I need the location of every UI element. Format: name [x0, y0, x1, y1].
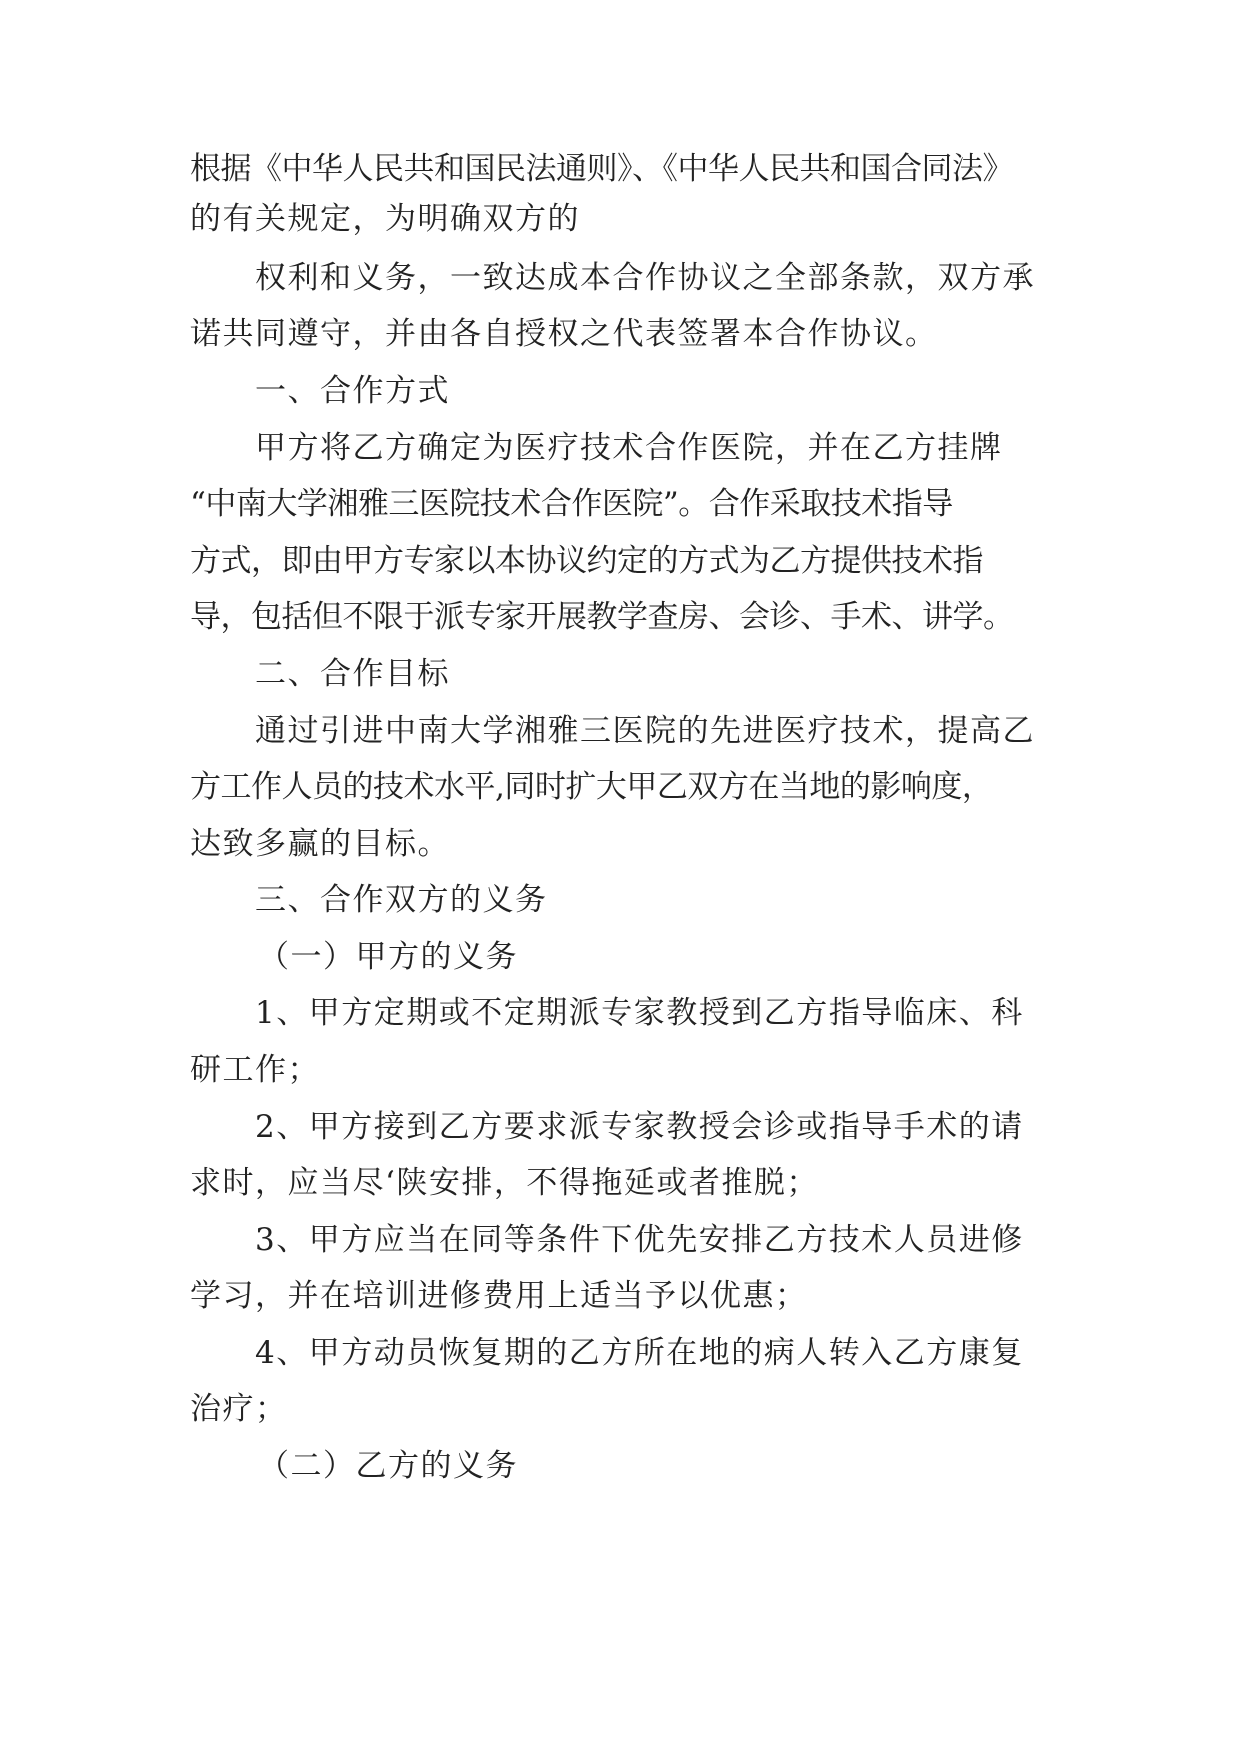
paragraph-line: 1、甲方定期或不定期派专家教授到乙方指导临床、科 — [255, 995, 1024, 1031]
paragraph-line: 方工作人员的技术水平,同时扩大甲乙双方在当地的影响度， — [190, 769, 993, 805]
paragraph-line: 3、甲方应当在同等条件下优先安排乙方技术人员进修 — [255, 1222, 1024, 1258]
section-heading: 二、合作目标 — [255, 656, 450, 692]
paragraph-line: “中南大学湘雅三医院技术合作医院”。合作采取技术指导 — [190, 486, 953, 522]
paragraph-line: 求时，应当尽‘陕安排，不得拖延或者推脱； — [190, 1165, 819, 1201]
paragraph-line: 2、甲方接到乙方要求派专家教授会诊或指导手术的请 — [255, 1109, 1024, 1145]
subsection-heading: （二）乙方的义务 — [258, 1448, 518, 1484]
paragraph-line: 4、甲方动员恢复期的乙方所在地的病人转入乙方康复 — [255, 1335, 1024, 1371]
paragraph-line: 方式，即由甲方专家以本协议约定的方式为乙方提供技术指 — [190, 543, 983, 579]
paragraph-line: 的有关规定，为明确双方的 — [190, 201, 580, 237]
paragraph-line: 研工作； — [190, 1052, 320, 1088]
paragraph-line: 甲方将乙方确定为医疗技术合作医院，并在乙方挂牌 — [255, 430, 1003, 466]
paragraph-line: 权利和义务，一致达成本合作协议之全部条款，双方承 — [255, 260, 1035, 296]
paragraph-line: 导，包括但不限于派专家开展教学查房、会诊、手术、讲学。 — [190, 599, 1014, 635]
paragraph-line: 达致多赢的目标。 — [190, 826, 450, 862]
paragraph-line: 根据《中华人民共和国民法通则》、《中华人民共和国合同法》 — [190, 151, 1013, 187]
paragraph-line: 通过引进中南大学湘雅三医院的先进医疗技术，提高乙 — [255, 713, 1035, 749]
paragraph-line: 学习，并在培训进修费用上适当予以优惠； — [190, 1278, 808, 1314]
paragraph-line: 诺共同遵守，并由各自授权之代表签署本合作协议。 — [190, 316, 938, 352]
section-heading: 一、合作方式 — [255, 373, 450, 409]
paragraph-line: 治疗； — [190, 1391, 288, 1427]
section-heading: 三、合作双方的义务 — [255, 882, 548, 918]
subsection-heading: （一）甲方的义务 — [258, 939, 518, 975]
